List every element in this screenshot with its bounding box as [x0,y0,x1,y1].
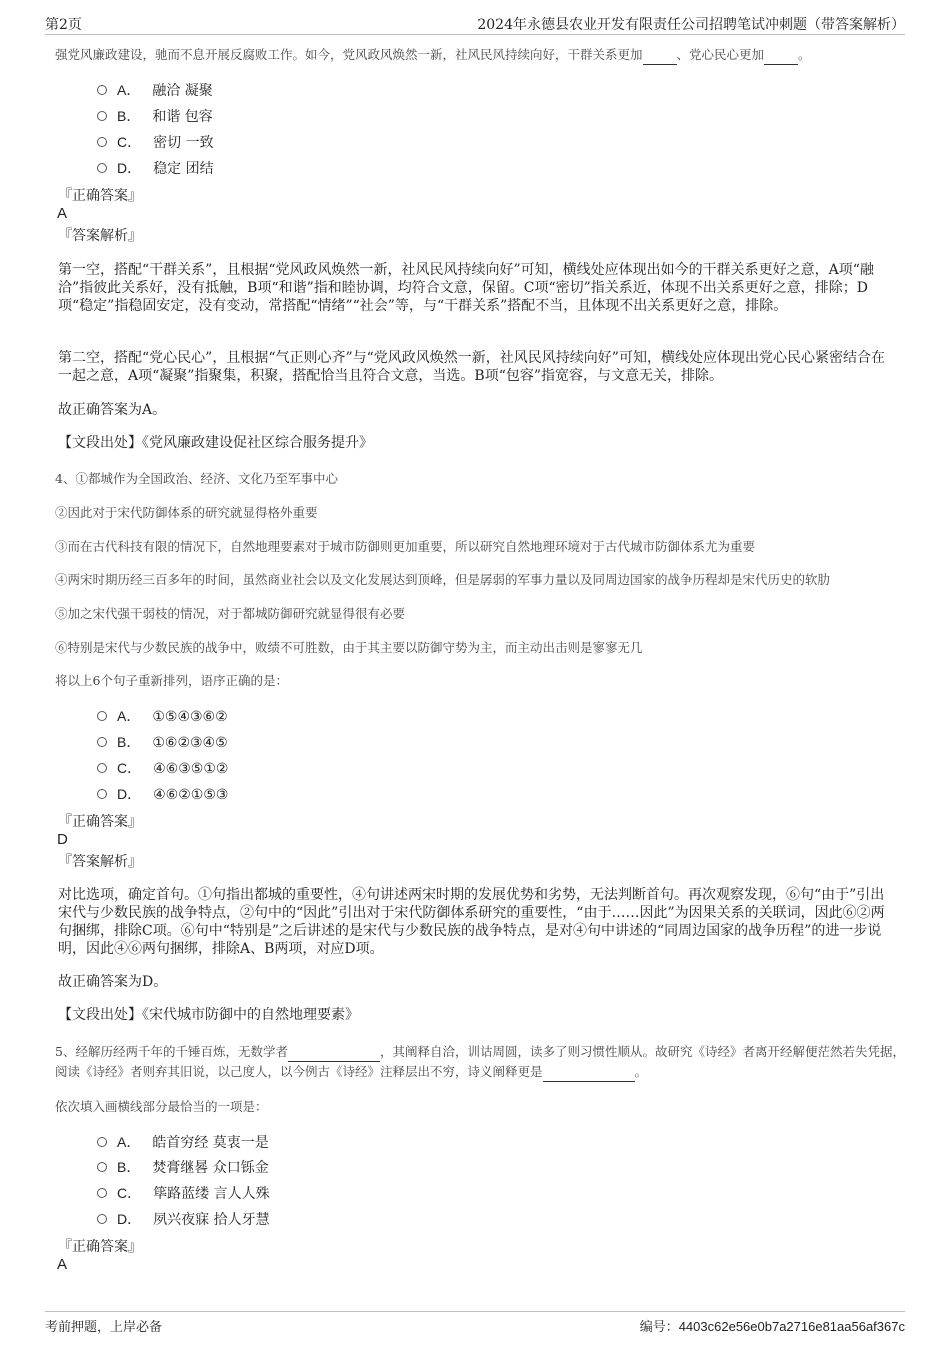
option-b[interactable]: B． ①⑥②③④⑤ [97,732,228,752]
option-d[interactable]: D． 稳定 团结 [97,158,214,178]
answer-label: 『正确答案』 [58,188,142,204]
radio-icon[interactable] [97,1214,107,1224]
option-c[interactable]: C． 密切 一致 [97,132,214,152]
page-number: 第2页 [45,17,82,33]
answer-label: 『正确答案』 [58,814,142,830]
option-a[interactable]: A． 皓首穷经 莫衷一是 [97,1132,269,1152]
radio-icon[interactable] [97,763,107,773]
answer-label: 『正确答案』 [58,1239,142,1255]
radio-icon[interactable] [97,137,107,147]
radio-icon[interactable] [97,111,107,121]
analysis-label: 『答案解析』 [58,854,142,870]
question-4-sentence: ⑥特别是宋代与少数民族的战争中，败绩不可胜数，由于其主要以防御守势为主，而主动出击则是寥寥无几 [55,640,643,655]
answer-value: D [57,831,68,848]
radio-icon[interactable] [97,85,107,95]
blank-line [643,50,677,65]
radio-icon[interactable] [97,711,107,721]
option-a[interactable]: A． 融洽 凝聚 [97,80,213,100]
radio-icon[interactable] [97,1188,107,1198]
option-a[interactable]: A． ①⑤④③⑥② [97,706,228,726]
question-4-prompt: 将以上6个句子重新排列，语序正确的是： [55,673,288,688]
option-b[interactable]: B． 焚膏继晷 众口铄金 [97,1157,269,1177]
page-header [45,12,905,35]
option-c[interactable]: C． ④⑥③⑤①② [97,758,228,778]
document-title: 2024年永德县农业开发有限责任公司招聘笔试冲刺题（带答案解析） [477,17,905,33]
radio-icon[interactable] [97,737,107,747]
radio-icon[interactable] [97,1162,107,1172]
radio-icon[interactable] [97,163,107,173]
radio-icon[interactable] [97,1137,107,1147]
blank-line [543,1067,635,1082]
analysis-paragraph: 第一空，搭配“干群关系”，且根据“党风政风焕然一新，社风民风持续向好”可知，横线处应体现出如今的干群关系更好之意，A项“融洽”指彼此关系好，没有抵触，B项“和谐”指和睦协调，均符合文意，保留。C项“密切”指关系近，体现不出关系更好之意，排除；D项“稳定”指稳固安定，没有变动，常搭配“情绪”“社会”等，与“干群关系”搭配不当，且体现不出关系更好之意，排除。 [58,262,874,314]
analysis-conclusion: 故正确答案为A。 [58,402,167,418]
question-4-sentence: ⑤加之宋代强干弱枝的情况，对于都城防御研究就显得很有必要 [55,606,406,621]
source-reference: 【文段出处】《宋代城市防御中的自然地理要素》 [58,1007,359,1023]
question-4-sentence: ②因此对于宋代防御体系的研究就显得格外重要 [55,505,318,520]
source-reference: 【文段出处】《党风廉政建设促社区综合服务提升》 [58,435,373,451]
analysis-conclusion: 故正确答案为D。 [58,974,168,990]
analysis-paragraph: 对比选项，确定首句。①句指出都城的重要性，④句讲述两宋时期的发展优势和劣势，无法判断首句。再次观察发现，⑥句“由于”引出宋代与少数民族的战争特点，②句中的“因此”引出对于宋代防御体系研究的重要性，“由于……因此”为因果关系的关联词，因此⑥②两句捆绑，排除C项。⑥句中“特别是”之后讲述的是宋代与少数民族的战争特点，是对④句中讲述的“同周边国家的战争历程”的进一步说明，因此④⑥两句捆绑，排除A、B两项，对应D项。 [58,887,885,957]
option-d[interactable]: D． 夙兴夜寐 拾人牙慧 [97,1209,270,1229]
question-4-sentence: ③而在古代科技有限的情况下，自然地理要素对于城市防御则更加重要，所以研究自然地理环境对于古代城市防御体系尤为重要 [55,539,756,554]
analysis-paragraph: 第二空，搭配“党心民心”，且根据“气正则心齐”与“党风政风焕然一新，社风民风持续向好”可知，横线处应体现出党心民心紧密结合在一起之意，A项“凝聚”指聚集，积聚，搭配恰当且符合文意，当选。B项“包容”指宽容，与文意无关，排除。 [58,350,885,384]
question-5-prompt: 依次填入画横线部分最恰当的一项是： [55,1099,268,1114]
blank-line [764,50,798,65]
document-id: 编号：4403c62e56e0b7a2716e81aa56af367c [639,1319,905,1334]
answer-value: A [57,1256,68,1273]
footer-slogan: 考前押题，上岸必备 [45,1320,163,1335]
blank-line [288,1047,380,1062]
option-c[interactable]: C． 筚路蓝缕 言人人殊 [97,1183,270,1203]
option-d[interactable]: D． ④⑥②①⑤③ [97,784,228,804]
radio-icon[interactable] [97,789,107,799]
question-4-sentence: ④两宋时期历经三百多年的时间，虽然商业社会以及文化发展达到顶峰，但是孱弱的军事力量以及同周边国家的战争历程却是宋代历史的软肋 [55,572,831,587]
question-4-sentence: 4、①都城作为全国政治、经济、文化乃至军事中心 [55,471,338,486]
question-5-stem: 5、经解历经两千年的千锤百炼，无数学者 ，其阐释自洽，训诂周圆，读多了则习惯性顺从。故研究《诗经》者离开经解便茫然若失凭据，阅读《诗经》者则弃其旧说，以己度人，以今例古《诗经》注释层出不穷，诗义阐释更是 。 [55,1042,905,1082]
question-3-stem: 强党风廉政建设，驰而不息开展反腐败工作。如今，党风政风焕然一新，社风民风持续向好，干群关系更加 、党心民心更加 。 [55,45,905,65]
answer-value: A [57,205,68,222]
option-b[interactable]: B． 和谐 包容 [97,106,213,126]
page-footer [45,1311,905,1340]
analysis-label: 『答案解析』 [58,228,142,244]
